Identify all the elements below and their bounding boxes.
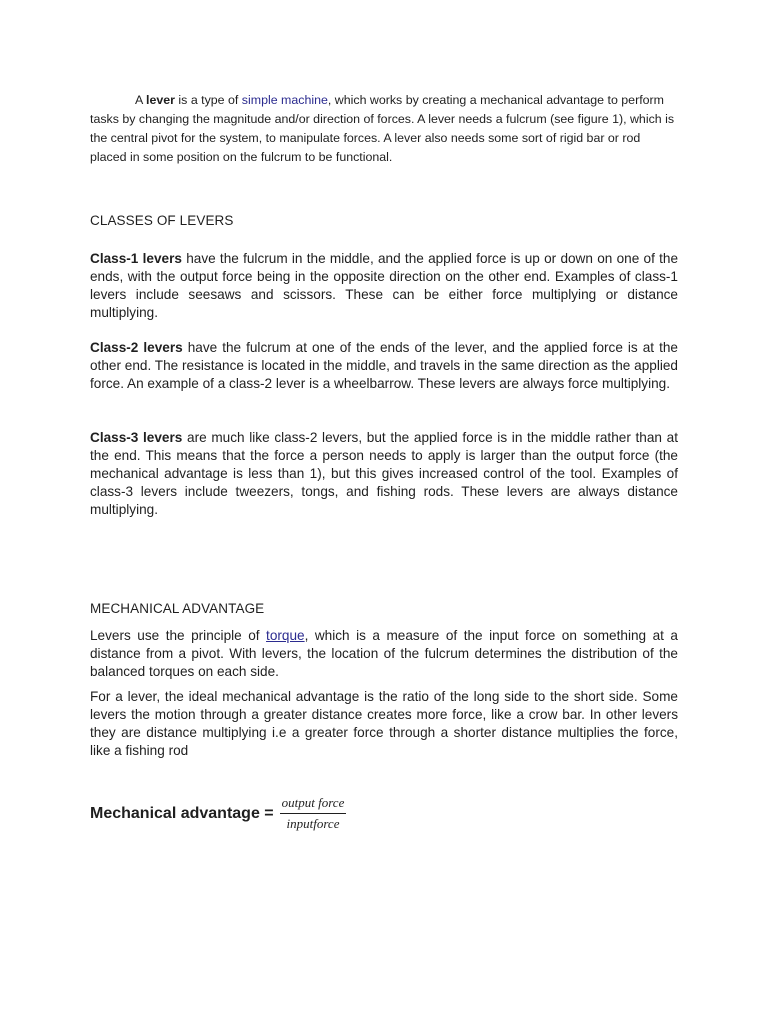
intro-text-1: A	[135, 93, 147, 107]
intro-text-2: is a type of	[174, 93, 242, 107]
torque-text-1: Levers use the principle of	[90, 628, 267, 643]
mechanical-advantage-formula	[90, 795, 346, 832]
torque-link[interactable]: torque	[266, 628, 305, 643]
formula-fraction	[280, 795, 347, 832]
torque-paragraph	[90, 627, 678, 681]
class1-text: have the fulcrum in the middle, and the applied force is up or down on one of the ends, with the output force being in the opposite direction on the other end. Examples of class-1 levers include seesaws and scissors. These can be either force multiplying or distance multiplying.	[90, 251, 678, 320]
class2-term: Class-2 levers	[90, 340, 183, 355]
mechanical-heading: MECHANICAL ADVANTAGE	[90, 601, 265, 616]
class3-term: Class-3 levers	[90, 430, 183, 445]
formula-label: Mechanical advantage =	[90, 804, 274, 822]
class1-paragraph	[90, 250, 678, 322]
class2-paragraph	[90, 339, 678, 393]
torque-text-2: , which is a measure of the input force on something at a distance from a pivot. With levers, the location of the fulcrum determines the distribution of the balanced torques on each side.	[90, 628, 678, 679]
class3-text: are much like class-2 levers, but the applied force is in the middle rather than at the end. This means that the force a person needs to apply is larger than the output force (the mechanical advantage is less than 1), but this gives increased control of the tool. Examples of class-3 levers include tweezers, tongs, and fishing rods. These levers are always distance multiplying.	[90, 430, 678, 517]
formula-denominator: inputforce	[286, 816, 340, 831]
ratio-paragraph: For a lever, the ideal mechanical advantage is the ratio of the long side to the short side. Some levers the motion through a greater distance creates more force, like a crow bar. In other levers they are distance multiplying i.e a greater force through a shorter distance multiplies the force, like a fishing rod	[90, 689, 678, 758]
intro-paragraph	[90, 91, 678, 167]
lever-term: lever	[146, 93, 175, 107]
class3-paragraph	[90, 429, 678, 519]
class1-term: Class-1 levers	[90, 251, 182, 266]
class2-text: have the fulcrum at one of the ends of the lever, and the applied force is at the other end. The resistance is located in the middle, and travels in the same direction as the applied force. An example of a class-2 lever is a wheelbarrow. These levers are always force multiplying.	[90, 340, 678, 391]
simple-machine-link[interactable]: simple machine	[241, 93, 328, 107]
formula-numerator: output force	[280, 795, 347, 814]
classes-heading: CLASSES OF LEVERS	[90, 213, 234, 228]
intro-text-3: , which works by creating a mechanical advantage to perform tasks by changing the magnitude and/or direction of forces. A lever needs a fulcrum (see figure 1), which is the central pivot for the system, to manipulate forces. A lever also needs some sort of rigid bar or rod placed in some position on the fulcrum to be functional.	[90, 93, 675, 164]
